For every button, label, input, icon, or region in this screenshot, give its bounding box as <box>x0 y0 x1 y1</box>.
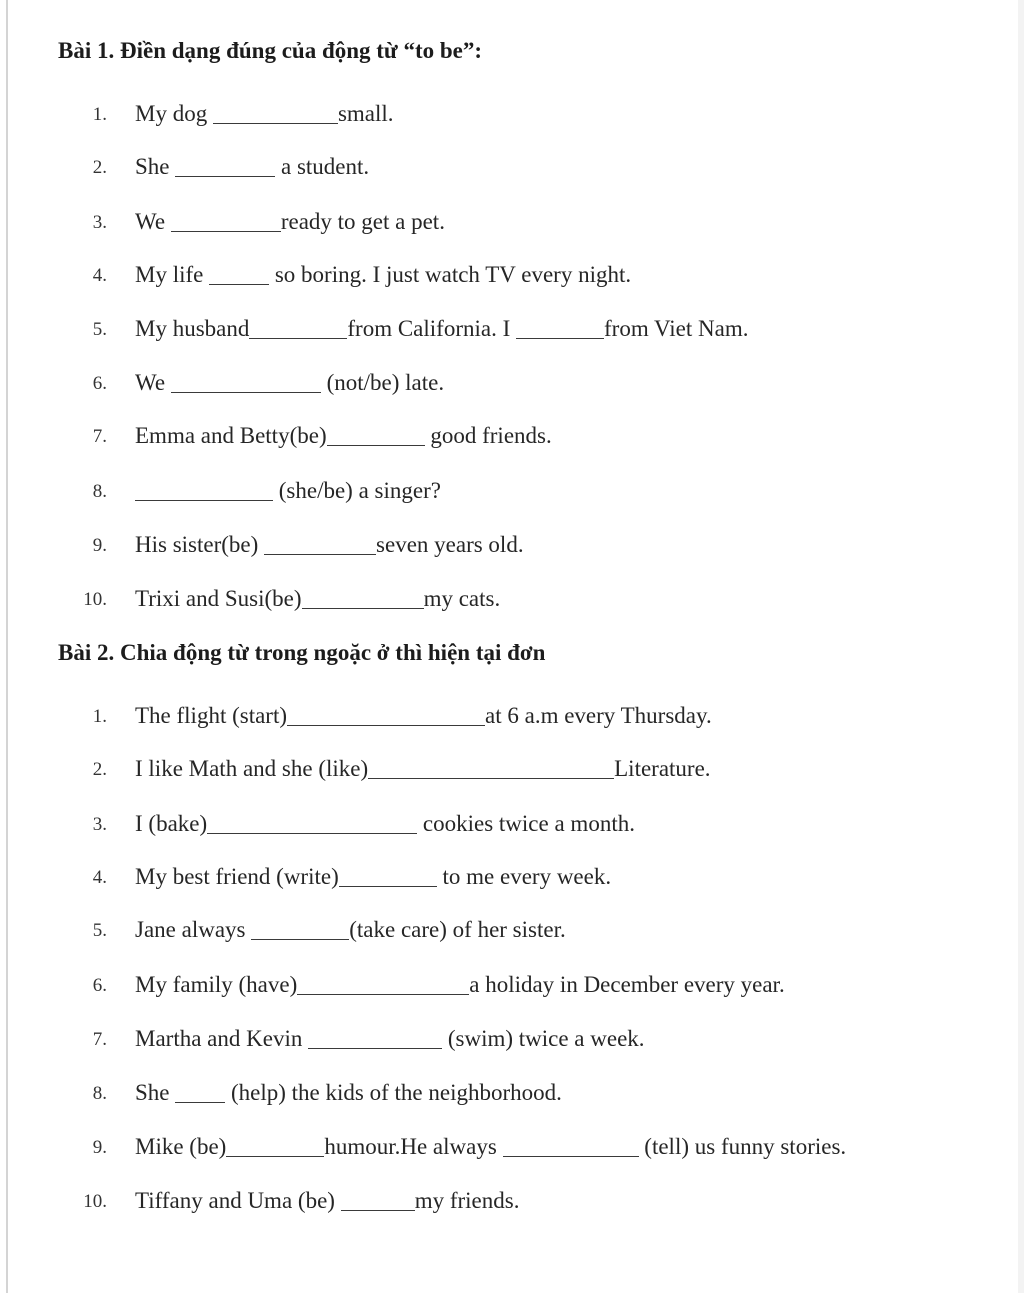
answer-blank[interactable] <box>297 972 469 995</box>
ex2-item-number: 8. <box>92 1083 107 1104</box>
text-segment: (not/be) late. <box>320 370 445 395</box>
ex2-item-number: 6. <box>92 975 107 996</box>
exercise-1-title: Bài 1. Điền dạng đúng của động từ “to be”: <box>58 38 483 63</box>
answer-blank[interactable] <box>302 586 424 609</box>
ex1-item-text <box>135 154 369 180</box>
text-segment: Literature. <box>614 756 711 781</box>
ex1-item-text <box>135 370 444 396</box>
ex2-item-text <box>135 1026 645 1052</box>
answer-blank[interactable] <box>368 756 614 779</box>
answer-blank[interactable] <box>209 262 269 285</box>
exercise-2-title: Bài 2. Chia động từ trong ngoặc ở thì hiện tại đơn <box>58 640 546 665</box>
ex1-item-number: 1. <box>92 104 107 125</box>
ex2-item-number: 7. <box>92 1029 107 1050</box>
text-segment: Mike (be) <box>135 1134 227 1159</box>
text-segment: (swim) twice a week. <box>442 1026 645 1051</box>
answer-blank[interactable] <box>175 154 275 177</box>
answer-blank[interactable] <box>226 1134 324 1157</box>
ex1-item-text <box>135 316 748 342</box>
text-segment: We <box>135 209 171 234</box>
ex1-item-text <box>135 478 441 504</box>
answer-blank[interactable] <box>264 532 376 555</box>
answer-blank[interactable] <box>135 478 273 501</box>
answer-blank[interactable] <box>249 316 347 339</box>
text-segment: My life <box>135 262 210 287</box>
ex2-item-number: 4. <box>92 867 107 888</box>
text-segment: ready to get a pet. <box>280 209 445 234</box>
ex2-item-text <box>135 1188 519 1214</box>
text-segment: at 6 a.m every Thursday. <box>485 703 712 728</box>
answer-blank[interactable] <box>175 1080 225 1103</box>
ex2-item-text <box>135 756 711 782</box>
answer-blank[interactable] <box>327 423 425 446</box>
text-segment: seven years old. <box>376 532 524 557</box>
answer-blank[interactable] <box>171 370 321 393</box>
text-segment: Jane always <box>135 917 252 942</box>
text-segment: Emma and Betty(be) <box>135 423 327 448</box>
ex1-item-number: 3. <box>92 212 107 233</box>
ex2-item-number: 3. <box>92 814 107 835</box>
answer-blank[interactable] <box>171 209 281 232</box>
text-segment: to me every week. <box>436 864 612 889</box>
answer-blank[interactable] <box>341 1188 415 1211</box>
ex1-item-number: 10. <box>83 589 107 610</box>
ex2-item-text <box>135 703 712 729</box>
ex2-item-number: 1. <box>92 706 107 727</box>
answer-blank[interactable] <box>287 703 485 726</box>
ex1-item-number: 4. <box>92 265 107 286</box>
ex2-item-number: 9. <box>92 1137 107 1158</box>
text-segment: She <box>135 1080 176 1105</box>
answer-blank[interactable] <box>339 864 437 887</box>
text-segment: good friends. <box>424 423 552 448</box>
text-segment: She <box>135 154 176 179</box>
ex1-item-number: 2. <box>92 157 107 178</box>
ex1-item-number: 8. <box>92 481 107 502</box>
ex1-item-text <box>135 209 445 235</box>
ex2-item-number: 2. <box>92 759 107 780</box>
text-segment: small. <box>337 101 394 126</box>
text-segment: (tell) us funny stories. <box>638 1134 847 1159</box>
text-segment: Martha and Kevin <box>135 1026 309 1051</box>
ex1-item-text <box>135 532 524 558</box>
ex2-item-text <box>135 1080 562 1106</box>
text-segment: a student. <box>275 154 370 179</box>
ex2-item-number: 10. <box>83 1191 107 1212</box>
ex1-item-number: 6. <box>92 373 107 394</box>
ex2-item-text <box>135 811 635 837</box>
ex2-item-text <box>135 972 785 998</box>
text-segment: His sister(be) <box>135 532 265 557</box>
text-segment: I like Math and she (like) <box>135 756 369 781</box>
text-segment: My best friend (write) <box>135 864 339 889</box>
text-segment: My dog <box>135 101 213 126</box>
ex1-item-text <box>135 101 394 127</box>
answer-blank[interactable] <box>308 1026 442 1049</box>
ex2-item-text <box>135 1134 846 1160</box>
ex2-item-text <box>135 917 566 943</box>
ex2-item-text <box>135 864 611 890</box>
text-segment: (take care) of her sister. <box>349 917 566 942</box>
answer-blank[interactable] <box>251 917 349 940</box>
answer-blank[interactable] <box>503 1134 639 1157</box>
text-segment: a holiday in December every year. <box>469 972 785 997</box>
text-segment: Tiffany and Uma (be) <box>135 1188 341 1213</box>
page-right-margin <box>1018 0 1024 1293</box>
text-segment: Trixi and Susi(be) <box>135 586 302 611</box>
ex1-item-text <box>135 423 552 449</box>
text-segment: I (bake) <box>135 811 208 836</box>
text-segment: my friends. <box>414 1188 520 1213</box>
text-segment: cookies twice a month. <box>417 811 635 836</box>
text-segment: (she/be) a singer? <box>273 478 441 503</box>
text-segment: The flight (start) <box>135 703 288 728</box>
text-segment: from Viet Nam. <box>604 316 749 341</box>
text-segment: humour.He always <box>324 1134 503 1159</box>
ex1-item-number: 5. <box>92 319 107 340</box>
text-segment: We <box>135 370 171 395</box>
text-segment: so boring. I just watch TV every night. <box>269 262 632 287</box>
text-segment: from California. I <box>347 316 516 341</box>
text-segment: My husband <box>135 316 250 341</box>
text-segment: My family (have) <box>135 972 298 997</box>
text-segment: (help) the kids of the neighborhood. <box>225 1080 562 1105</box>
text-segment: my cats. <box>423 586 501 611</box>
answer-blank[interactable] <box>207 811 417 834</box>
ex2-item-number: 5. <box>92 920 107 941</box>
ex1-item-number: 9. <box>92 535 107 556</box>
ex1-item-text <box>135 586 500 612</box>
ex1-item-number: 7. <box>92 426 107 447</box>
answer-blank[interactable] <box>516 316 604 339</box>
answer-blank[interactable] <box>213 101 338 124</box>
ex1-item-text <box>135 262 631 288</box>
